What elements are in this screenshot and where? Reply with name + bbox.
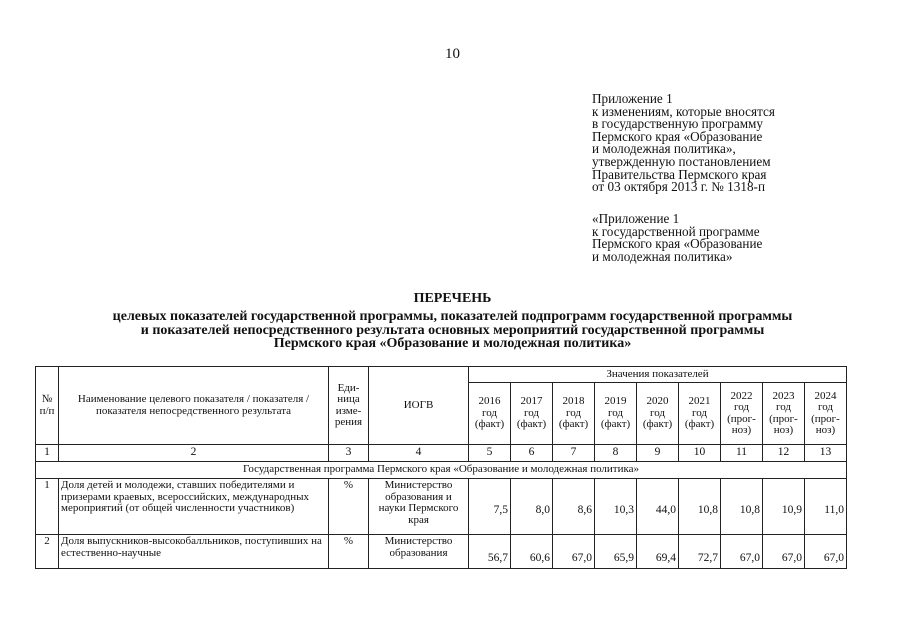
annex-line: Пермского края «Образование xyxy=(592,236,763,252)
annex-line: «Приложение 1 xyxy=(592,211,680,226)
annex-program xyxy=(592,213,762,263)
row-value: 67,0 xyxy=(721,535,763,569)
subtitle-line: Пермского края «Образование и молодежная политика» xyxy=(273,336,632,351)
row-value: 67,0 xyxy=(763,535,805,569)
header-year: 2021 год (факт) xyxy=(679,383,721,445)
column-number: 11 xyxy=(721,445,763,462)
header-name: Наименование целевого показателя / показателя / показателя непосредственного результата xyxy=(59,367,329,445)
header-year: 2024 год (прог-ноз) xyxy=(805,383,847,445)
row-value: 10,9 xyxy=(763,479,805,535)
row-unit: % xyxy=(329,535,369,569)
header-year: 2019 год (факт) xyxy=(595,383,637,445)
column-number: 6 xyxy=(511,445,553,462)
row-iogv: Министерство образования xyxy=(369,535,469,569)
column-number: 10 xyxy=(679,445,721,462)
row-value: 8,6 xyxy=(553,479,595,535)
row-value: 10,8 xyxy=(721,479,763,535)
row-value: 7,5 xyxy=(469,479,511,535)
header-unit: Еди-ница изме-рения xyxy=(329,367,369,445)
annex-line: Правительства Пермского края xyxy=(592,166,767,182)
annex-header xyxy=(592,93,775,194)
column-number: 9 xyxy=(637,445,679,462)
section-title: Государственная программа Пермского края «Образование и молодежная политика» xyxy=(36,462,847,479)
annex-line: Приложение 1 xyxy=(592,91,673,106)
subtitle-line: целевых показателей государственной программы, показателей подпрограмм государственной программы xyxy=(112,309,793,324)
annex-line: утвержденную постановлением xyxy=(592,153,771,169)
header-year: 2023 год (прог-ноз) xyxy=(763,383,805,445)
row-value: 67,0 xyxy=(805,535,847,569)
row-name: Доля детей и молодежи, ставших победителями и призерами краевых, всероссийских, международных мероприятий (от общей численности участников) xyxy=(59,479,329,535)
row-iogv: Министерство образования и науки Пермского края xyxy=(369,479,469,535)
column-number: 2 xyxy=(59,445,329,462)
row-value: 10,8 xyxy=(679,479,721,535)
annex-line: и молодежная политика», xyxy=(592,141,736,157)
row-value: 56,7 xyxy=(469,535,511,569)
column-number: 7 xyxy=(553,445,595,462)
annex-line: и молодежная политика» xyxy=(592,248,733,264)
header-year: 2020 год (факт) xyxy=(637,383,679,445)
row-num: 1 xyxy=(36,479,59,535)
row-value: 44,0 xyxy=(637,479,679,535)
header-year: 2016 год (факт) xyxy=(469,383,511,445)
row-value: 60,6 xyxy=(511,535,553,569)
document-title: ПЕРЕЧЕНЬ xyxy=(413,291,492,306)
subtitle-line: и показателей непосредственного результата основных мероприятий государственной программы xyxy=(140,322,765,338)
annex-line: от 03 октября 2013 г. № 1318-п xyxy=(592,179,766,195)
header-num: № п/п xyxy=(36,367,59,445)
page-number: 10 xyxy=(445,46,460,62)
page-cutoff xyxy=(0,578,905,640)
row-value: 65,9 xyxy=(595,535,637,569)
row-value: 69,4 xyxy=(637,535,679,569)
row-value: 72,7 xyxy=(679,535,721,569)
row-unit: % xyxy=(329,479,369,535)
column-number: 8 xyxy=(595,445,637,462)
row-value: 8,0 xyxy=(511,479,553,535)
column-number: 4 xyxy=(369,445,469,462)
header-year: 2018 год (факт) xyxy=(553,383,595,445)
column-number: 13 xyxy=(805,445,847,462)
header-year: 2022 год (прог-ноз) xyxy=(721,383,763,445)
column-number: 1 xyxy=(36,445,59,462)
annex-line: к государственной программе xyxy=(592,223,760,239)
column-number: 12 xyxy=(763,445,805,462)
document-subtitle xyxy=(0,310,905,351)
column-number: 5 xyxy=(469,445,511,462)
table-row xyxy=(36,479,847,535)
annex-line: Пермского края «Образование xyxy=(592,128,763,144)
row-value: 67,0 xyxy=(553,535,595,569)
table-row xyxy=(36,535,847,569)
header-year: 2017 год (факт) xyxy=(511,383,553,445)
annex-line: в государственную программу xyxy=(592,116,763,132)
row-value: 10,3 xyxy=(595,479,637,535)
header-iogv: ИОГВ xyxy=(369,367,469,445)
indicators-table xyxy=(35,366,847,569)
column-number: 3 xyxy=(329,445,369,462)
row-num: 2 xyxy=(36,535,59,569)
header-values-group: Значения показателей xyxy=(469,367,847,383)
row-name: Доля выпускников-высокобалльников, поступивших на естественно-научные xyxy=(59,535,329,569)
row-value: 11,0 xyxy=(805,479,847,535)
annex-line: к изменениям, которые вносятся xyxy=(592,103,775,119)
